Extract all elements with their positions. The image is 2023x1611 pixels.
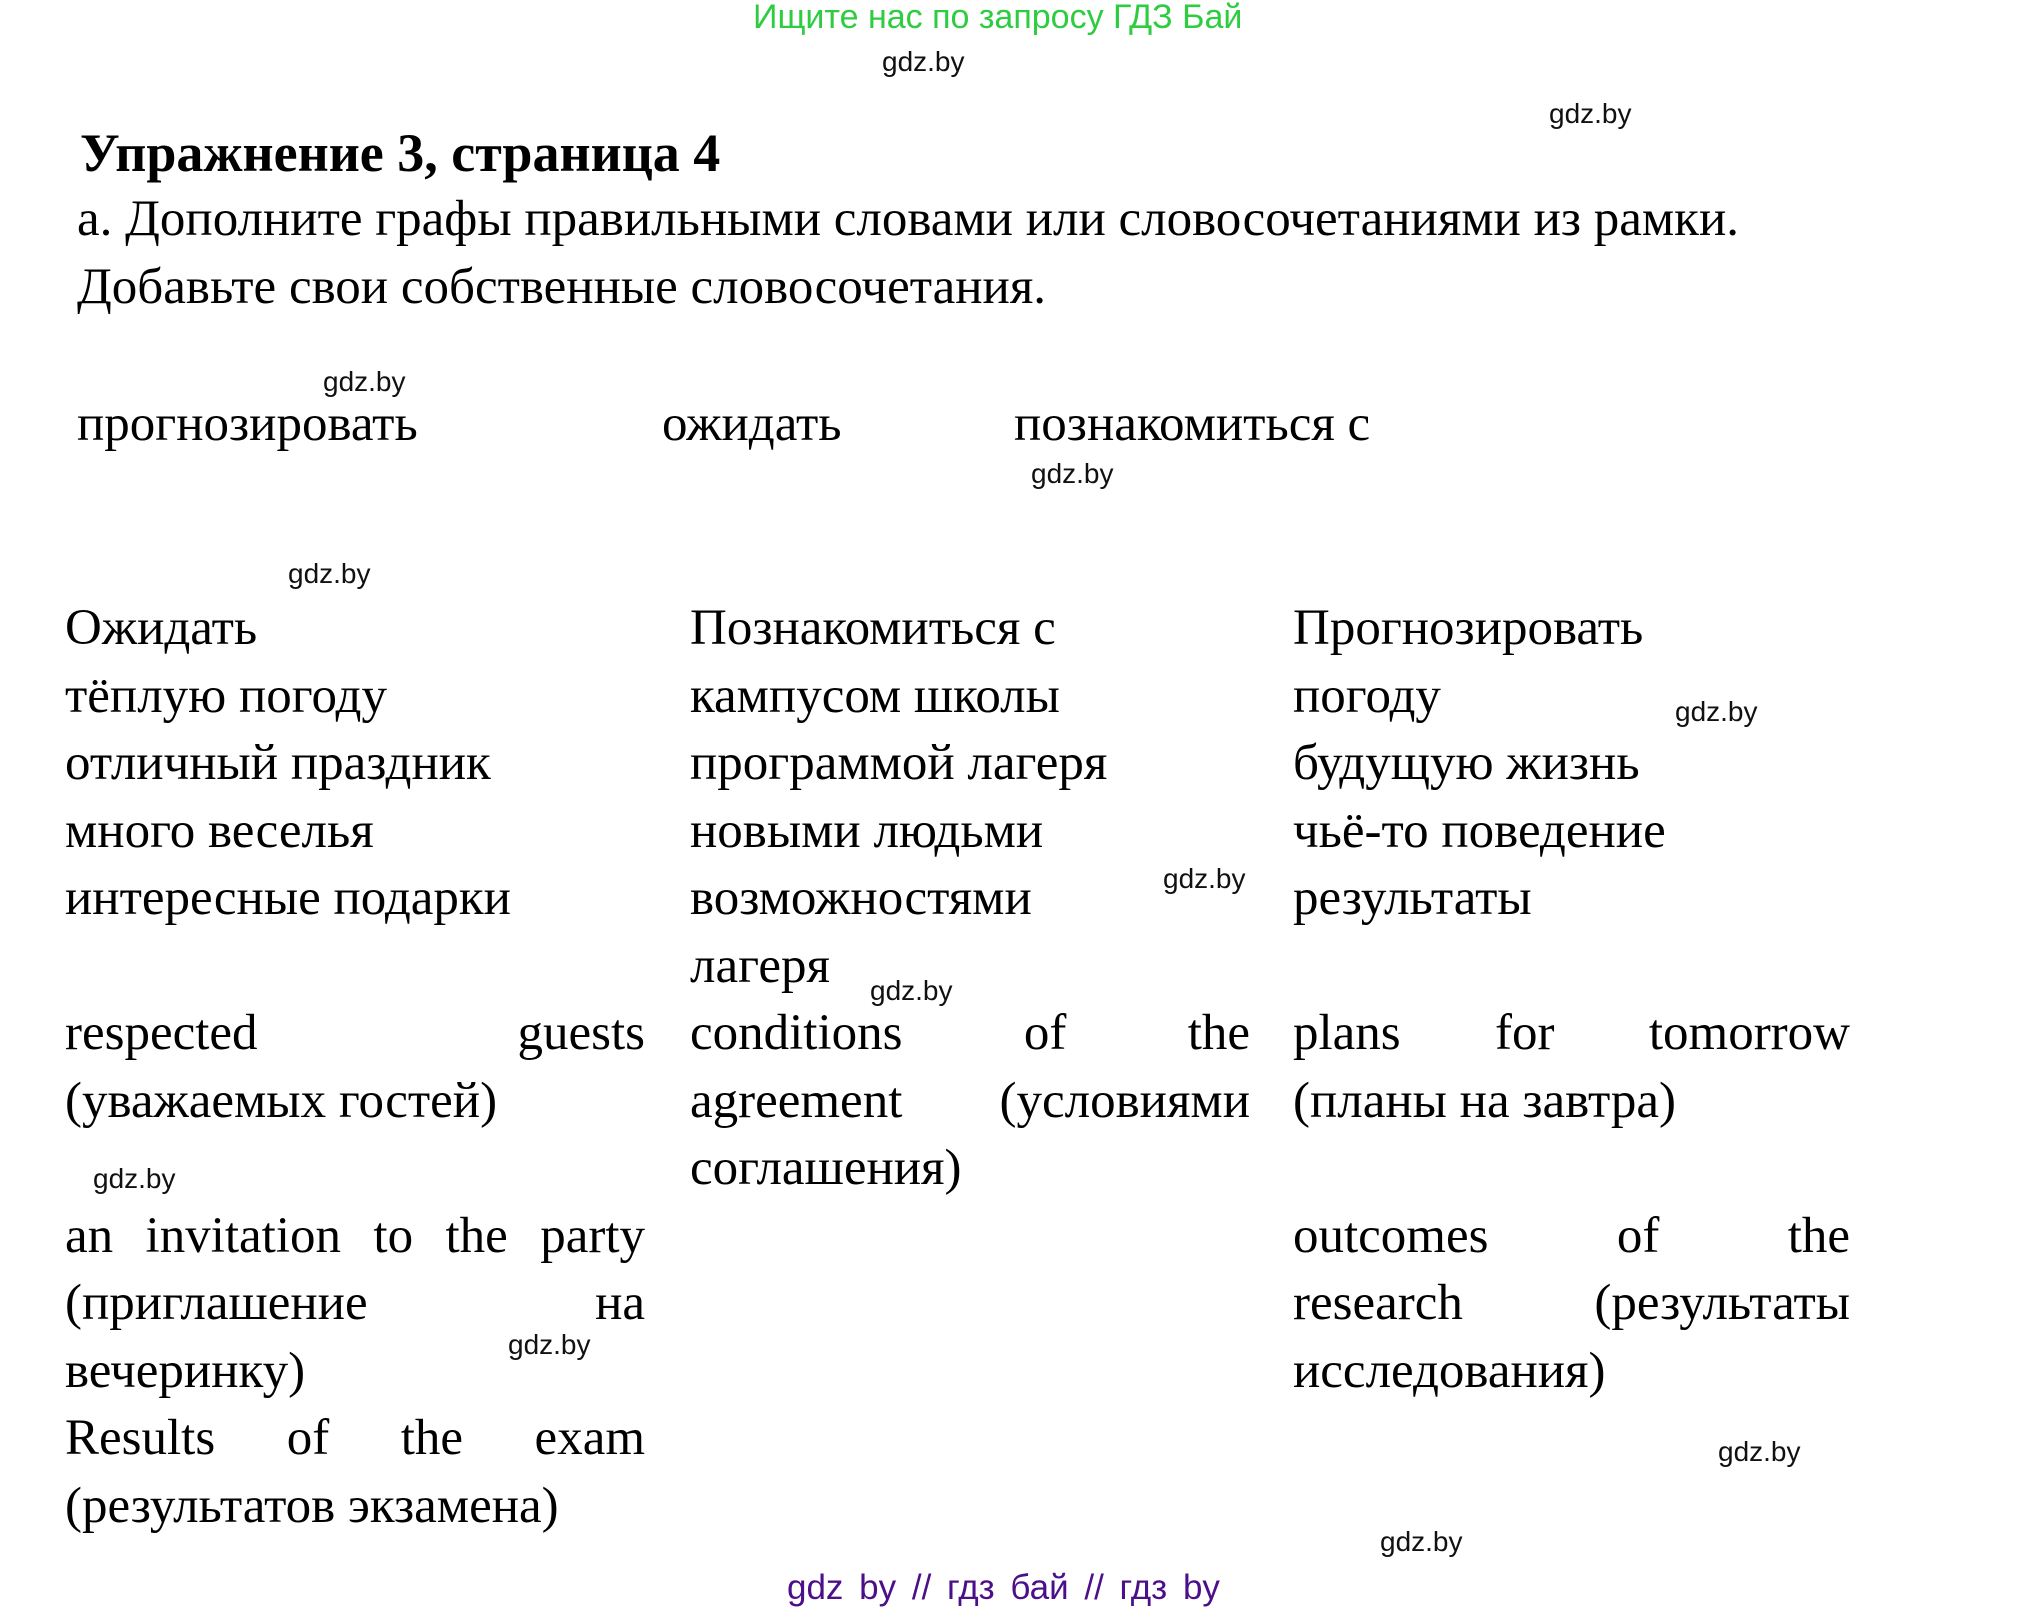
list-item: (приглашение на [65,1275,645,1331]
word-box-item: прогнозировать [77,396,418,452]
column-predict [1293,595,1850,1405]
list-item: интересные подарки [65,870,511,926]
watermark: gdz.by [1718,1436,1801,1467]
watermark: gdz.by [323,366,406,397]
list-item: (результатов экзамена) [65,1477,559,1534]
list-item: кампусом школы [690,667,1060,724]
watermark: gdz.by [870,975,953,1006]
list-item: возможностями [690,870,1032,926]
search-banner: Ищите нас по запросу ГДЗ Бай [753,0,1243,36]
column-header: Познакомиться с [690,600,1056,656]
list-item: тёплую погоду [65,667,387,724]
instruction-line-1: a. Дополните графы правильными словами или словосочетаниями из рамки. [77,191,1740,247]
list-item: conditions of the [690,1005,1250,1061]
watermark: gdz.by [93,1163,176,1194]
watermark: gdz.by [508,1329,591,1360]
list-item: новыми людьми [690,802,1044,859]
list-item: будущую жизнь [1293,735,1640,791]
list-item: погоду [1293,667,1441,724]
list-item: (планы на завтра) [1293,1072,1676,1129]
watermark: gdz.by [1675,696,1758,727]
list-item: outcomes of the [1293,1207,1850,1264]
column-header: Ожидать [65,600,258,656]
list-item: an invitation to the party [65,1207,645,1264]
watermark: gdz.by [288,558,371,589]
list-item: чьё-то поведение [1293,802,1666,859]
page-title: Упражнение 3, страница 4 [80,123,721,183]
list-item: программой лагеря [690,735,1108,791]
list-item: respected guests [65,1005,645,1061]
word-box-item: познакомиться с [1014,396,1371,452]
list-item: отличный праздник [65,735,491,791]
watermark: gdz.by [1380,1526,1463,1557]
list-item: лагеря [690,937,830,994]
word-box-item: ожидать [662,396,842,452]
column-get-acquainted [690,595,1250,1203]
list-item: plans for tomorrow [1293,1005,1850,1061]
list-item: соглашения) [690,1140,962,1196]
list-item: исследования) [1293,1342,1606,1399]
column-header: Прогнозировать [1293,600,1644,656]
list-item: Results of the exam [65,1410,645,1466]
watermark: gdz.by [1163,863,1246,894]
list-item: research (результаты [1293,1275,1850,1331]
footer-links[interactable]: gdz by // гдз бай // гдз by [787,1568,1220,1607]
watermark: gdz.by [882,46,965,77]
list-item: вечеринку) [65,1342,306,1399]
instruction-line-2: Добавьте свои собственные словосочетания. [77,259,1047,315]
list-item: agreement (условиями [690,1072,1250,1129]
list-item: результаты [1293,870,1532,926]
watermark: gdz.by [1549,98,1632,129]
column-expect [65,595,645,1540]
list-item: (уважаемых гостей) [65,1072,498,1129]
list-item: много веселья [65,802,374,859]
watermark: gdz.by [1031,458,1114,489]
